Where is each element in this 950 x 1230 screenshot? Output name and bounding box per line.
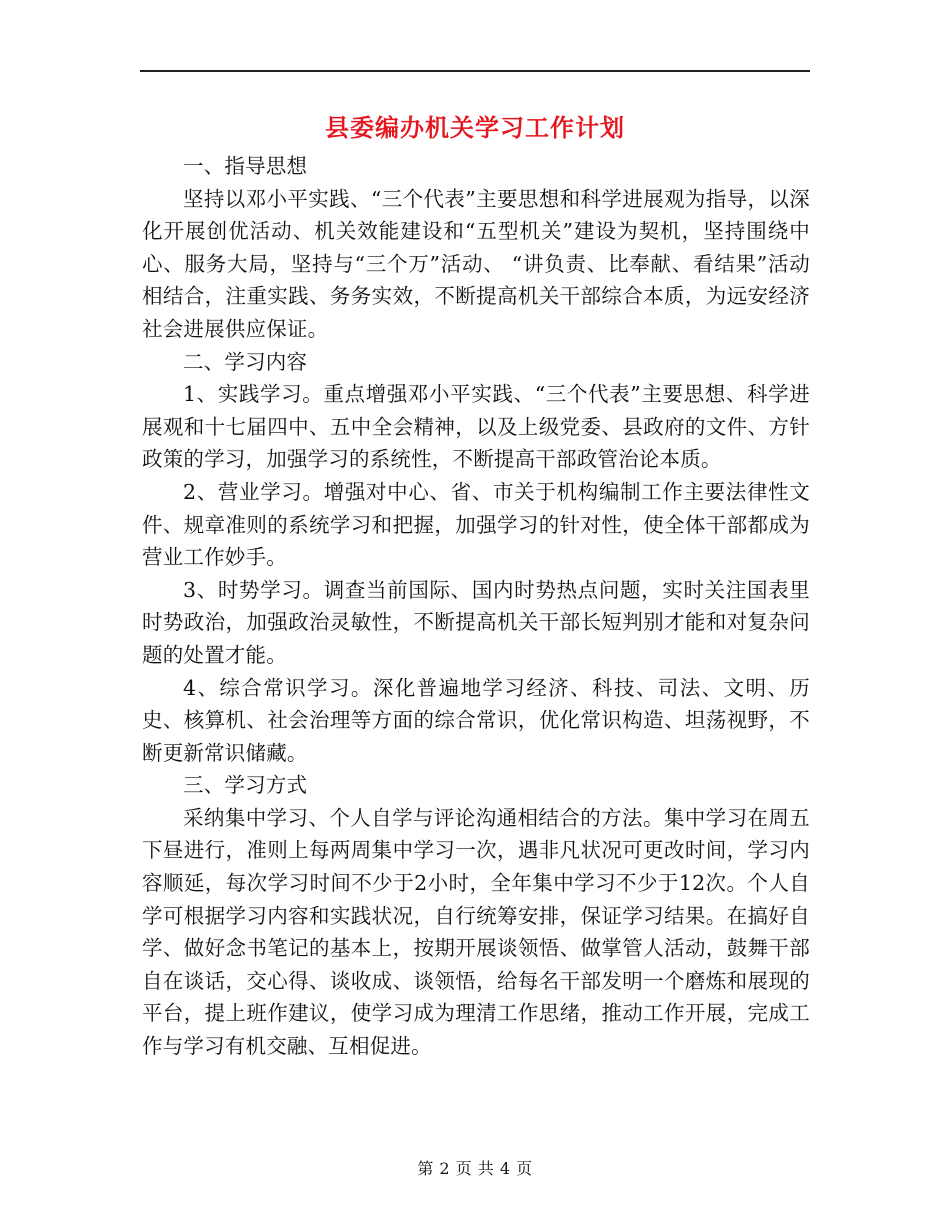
- heading-study-content: 二、学习内容: [183, 349, 308, 374]
- paragraph-current-affairs-study: 3、时势学习。调查当前国际、国内时势热点问题，实时关注国表里时势政治，加强政治灵敏性，不断提高机关干部长短判别才能和对复杂问题的处置才能。: [142, 577, 810, 667]
- document-body: [142, 150, 810, 1063]
- document-title: 县委编办机关学习工作计划: [325, 113, 625, 142]
- heading-guiding-thought: 一、指导思想: [183, 154, 308, 178]
- heading-study-method: 三、学习方式: [183, 773, 308, 798]
- header-rule: [140, 70, 810, 72]
- paragraph-study-method: 采纳集中学习、个人自学与评论沟通相结合的方法。集中学习在周五下昼进行，准则上每两周集中学习一次，遇非凡状况可更改时间，学习内容顺延，每次学习时间不少于2小时，全年集中学习不少于12次。个人自学可根据学习内容和实践状况，自行统筹安排，保证学习结果。在搞好自学、做好念书笔记的基本上，按期开展谈领悟、做掌管人活动，鼓舞干部自在谈话，交心得、谈收成、谈领悟，给每名干部发明一个磨炼和展现的平台，提上班作建议，使学习成为理清工作思绪，推动工作开展，完成工作与学习有机交融、互相促进。: [142, 805, 810, 1059]
- page-footer: 第 2 页 共 4 页: [417, 1159, 533, 1178]
- paragraph-business-study: 2、营业学习。增强对中心、省、市关于机构编制工作主要法律性文件、规章准则的系统学习和把握，加强学习的针对性，使全体干部都成为营业工作妙手。: [142, 479, 810, 570]
- paragraph-theory-study: 1、实践学习。重点增强邓小平实践、“三个代表”主要思想、科学进展观和十七届四中、五中全会精神，以及上级党委、县政府的文件、方针政策的学习，加强学习的系统性，不断提高干部政管治论本质。: [142, 382, 810, 472]
- paragraph-general-knowledge-study: 4、综合常识学习。深化普遍地学习经济、科技、司法、文明、历史、核算机、社会治理等方面的综合常识，优化常识构造、坦荡视野，不断更新常识储藏。: [142, 675, 810, 765]
- paragraph-guiding-thought: 坚持以邓小平实践、“三个代表”主要思想和科学进展观为指导，以深化开展创优活动、机关效能建设和“五型机关”建设为契机，坚持围绕中心、服务大局，坚持与“三个万”活动、 “讲负责、比奉献、看结果”活动相结合，注重实践、务务实效，不断提高机关干部综合本质，为远安经济社会进展供应保证。: [142, 186, 810, 341]
